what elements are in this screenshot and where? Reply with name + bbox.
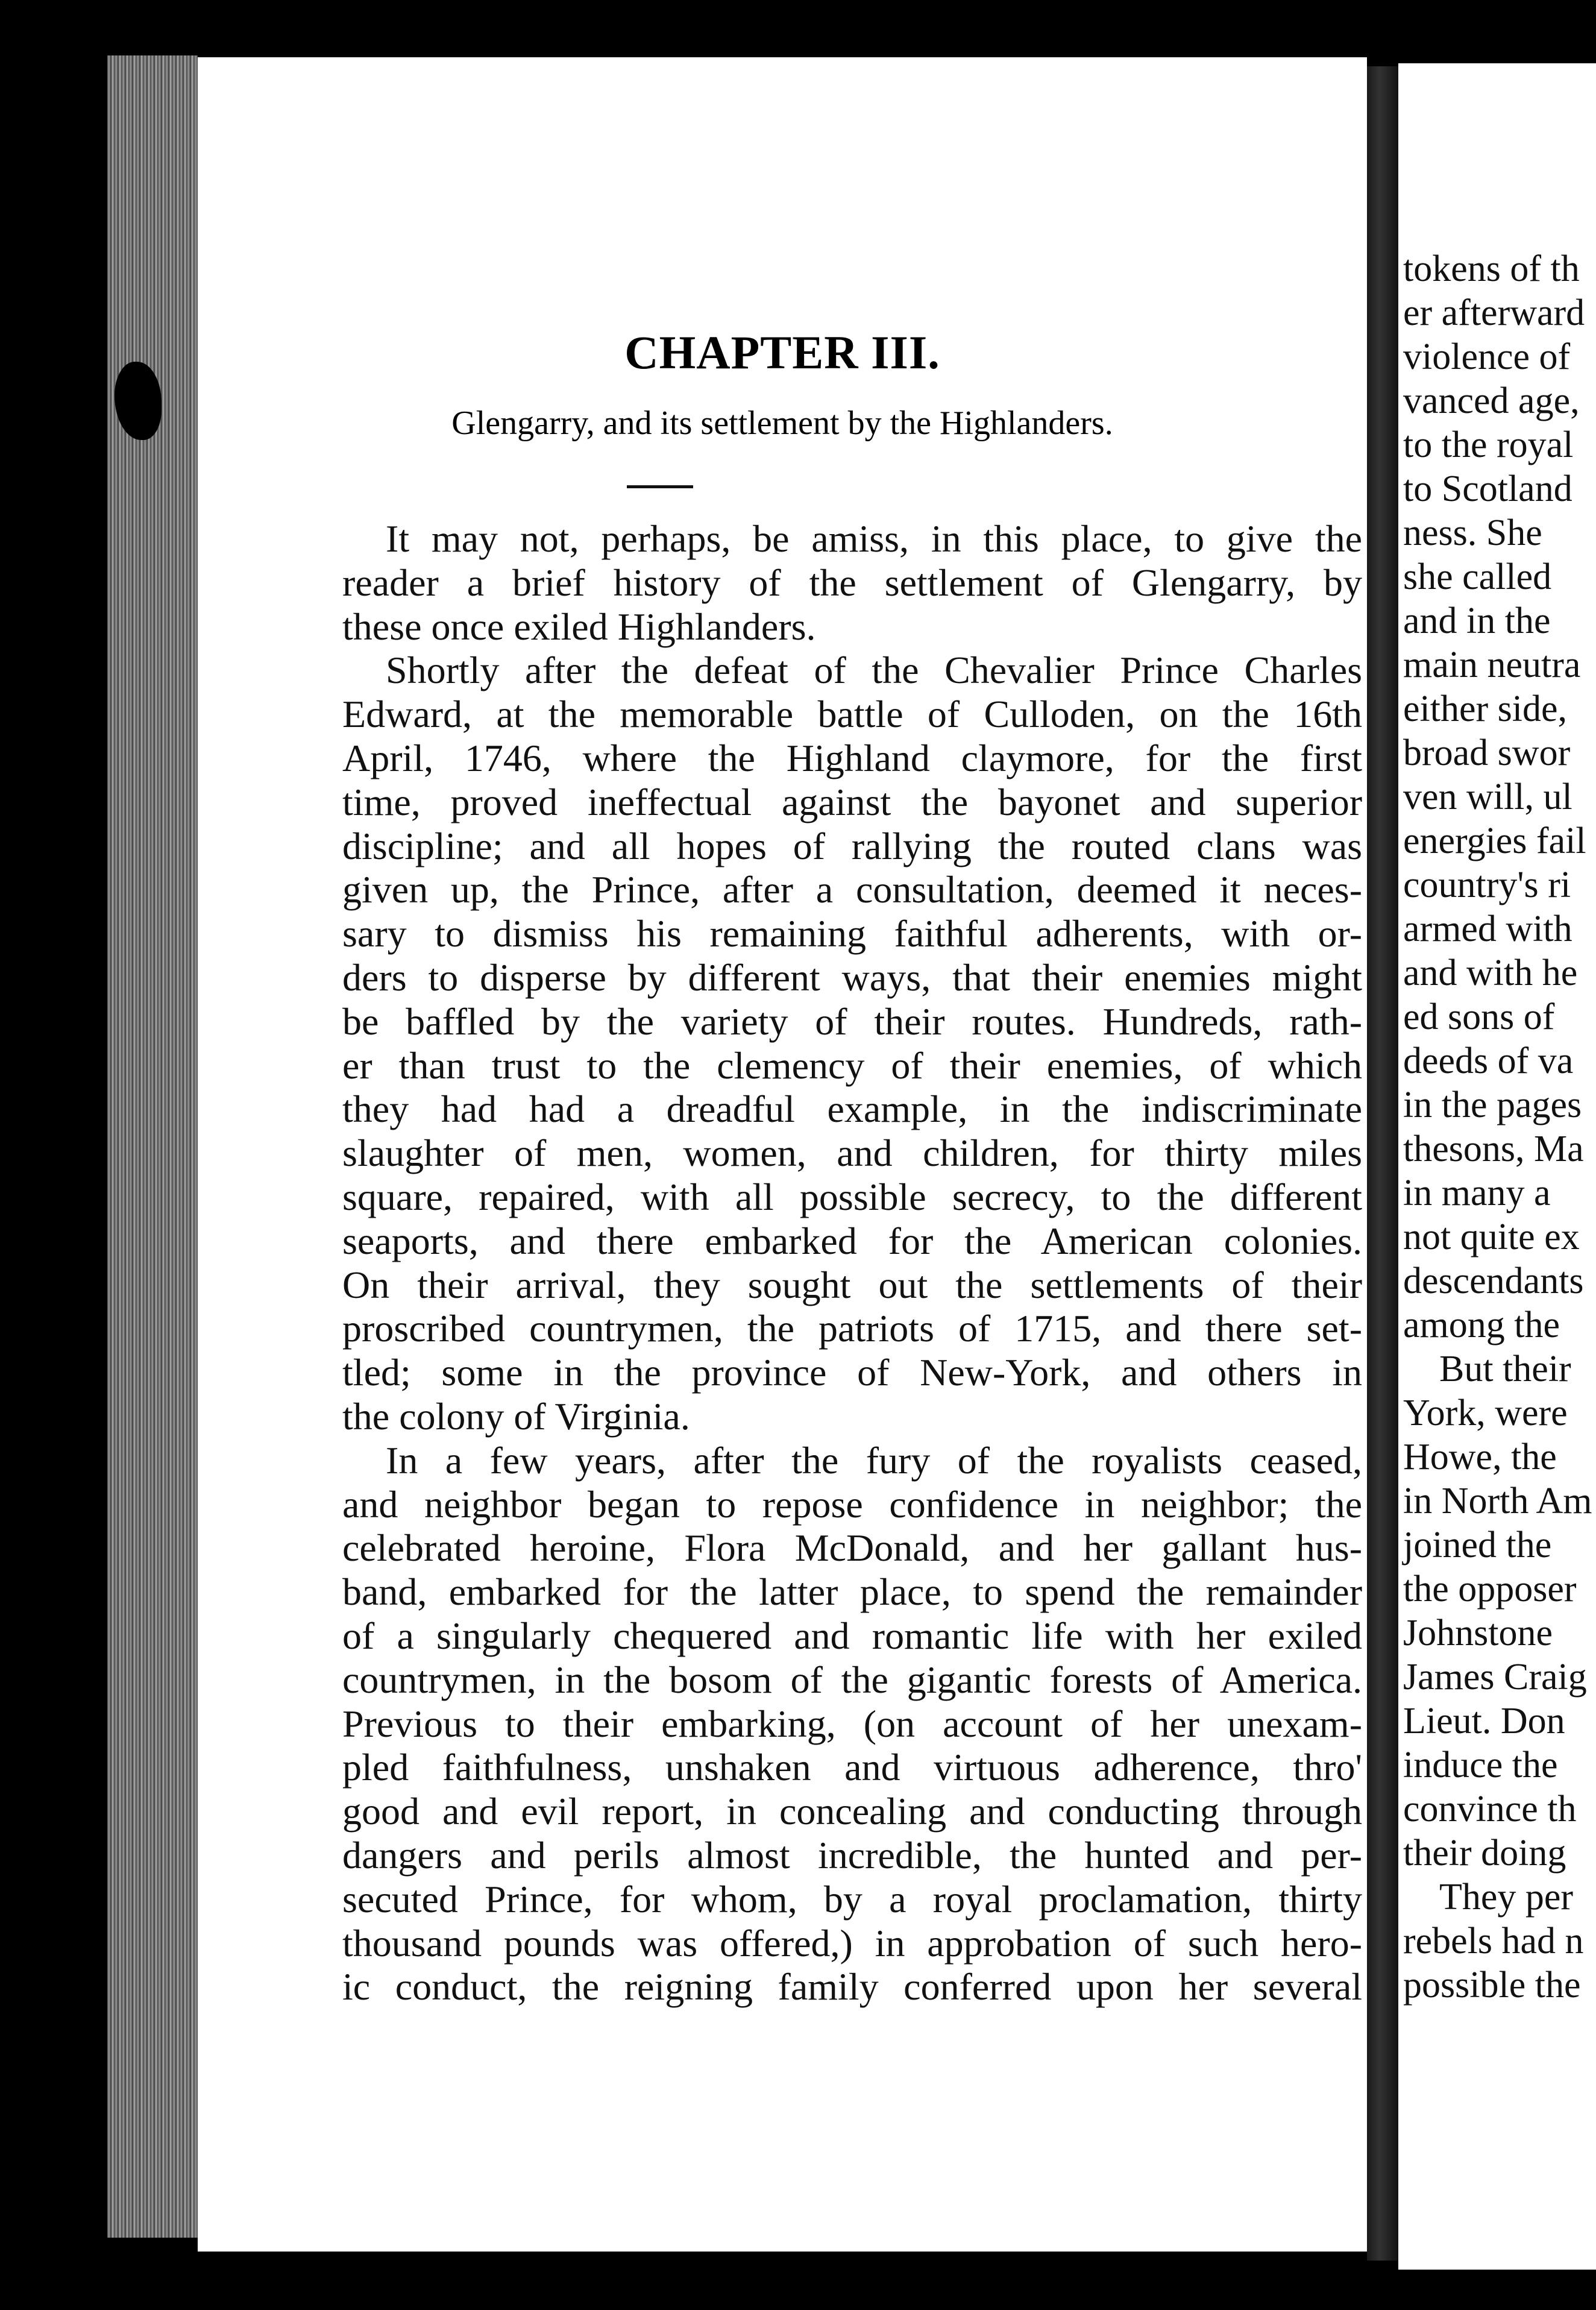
text-line: and neighbor began to repose confidence in neighbor; the <box>342 1482 1362 1526</box>
text-line: in the pages <box>1403 1084 1582 1125</box>
text-line: celebrated heroine, Flora McDonald, and her gallant hus- <box>342 1526 1362 1570</box>
text-line: April, 1746, where the Highland claymore, for the first <box>342 736 1362 779</box>
text-line: proscribed countrymen, the patriots of 1715, and there set- <box>342 1307 1362 1350</box>
text-line: Edward, at the memorable battle of Culloden, on the 16th <box>342 693 1362 736</box>
chapter-header <box>198 0 1367 543</box>
text-line: she called <box>1403 556 1552 597</box>
text-line: thousand pounds was offered,) in approbation of such hero- <box>342 1921 1362 1965</box>
text-line: violence of <box>1403 336 1571 377</box>
text-line: not quite ex <box>1403 1216 1580 1257</box>
text-line: They per <box>1439 1877 1574 1918</box>
text-line: in many a <box>1403 1172 1551 1213</box>
text-line: ders to disperse by different ways, that their enemies might <box>342 955 1362 999</box>
text-line: But their <box>1439 1349 1571 1389</box>
title-rule <box>627 485 693 488</box>
text-line: Howe, the <box>1403 1437 1557 1478</box>
text-line: country's ri <box>1403 864 1571 905</box>
text-line: James Craig <box>1403 1657 1587 1698</box>
text-line: Shortly after the defeat of the Chevalier Prince Charles <box>386 649 1362 692</box>
text-line: their doing <box>1403 1833 1566 1874</box>
text-line: the colony of Virginia. <box>342 1394 690 1438</box>
text-line: to Scotland <box>1403 468 1572 509</box>
text-line: time, proved ineffectual against the bayonet and superior <box>342 780 1362 823</box>
text-line: thesons, Ma <box>1403 1128 1584 1169</box>
text-line: Previous to their embarking, (on account of her unexam- <box>342 1702 1362 1745</box>
chapter-subtitle: Glengarry, and its settlement by the Highlanders. <box>451 404 1113 442</box>
text-line: induce the <box>1403 1745 1558 1786</box>
text-line: and with he <box>1403 952 1578 993</box>
text-line: among the <box>1403 1304 1560 1345</box>
text-line: energies fail <box>1403 820 1586 861</box>
text-line: York, were <box>1403 1393 1568 1434</box>
text-line: reader a brief history of the settlement of Glengarry, by <box>342 561 1362 604</box>
text-line: either side, <box>1403 688 1568 729</box>
text-line: band, embarked for the latter place, to spend the remainder <box>342 1570 1362 1614</box>
text-line: pled faithfulness, unshaken and virtuous adherence, thro' <box>342 1746 1362 1789</box>
text-line: ed sons of <box>1403 996 1555 1037</box>
text-line: sary to dismiss his remaining faithful adherents, with or- <box>342 912 1362 955</box>
text-line: of a singularly chequered and romantic life with her exiled <box>342 1614 1362 1657</box>
text-line: armed with <box>1403 908 1572 949</box>
text-line: vanced age, <box>1403 380 1580 421</box>
text-line: It may not, perhaps, be amiss, in this place, to give the <box>386 517 1362 560</box>
text-line: discipline; and all hopes of rallying the routed clans was <box>342 824 1362 867</box>
text-line: possible the <box>1403 1965 1581 2006</box>
text-line: slaughter of men, women, and children, for thirty miles <box>342 1131 1362 1175</box>
text-line: Lieut. Don <box>1403 1701 1565 1742</box>
text-line: and in the <box>1403 600 1551 641</box>
text-line: rebels had n <box>1403 1921 1584 1962</box>
text-line: the opposer <box>1403 1569 1577 1610</box>
text-line: main neutra <box>1403 644 1581 685</box>
text-line: convince th <box>1403 1789 1577 1830</box>
text-line: descendants <box>1403 1260 1584 1301</box>
text-line: er than trust to the clemency of their enemies, of which <box>342 1043 1362 1087</box>
text-line: these once exiled Highlanders. <box>342 605 816 648</box>
text-line: tokens of th <box>1403 248 1580 289</box>
text-line: On their arrival, they sought out the settlements of their <box>342 1263 1362 1306</box>
text-line: dangers and perils almost incredible, the hunted and per- <box>342 1833 1362 1877</box>
text-line: joined the <box>1403 1525 1552 1566</box>
chapter-title: CHAPTER III. <box>624 326 940 379</box>
text-line: broad swor <box>1403 732 1571 773</box>
text-line: be baffled by the variety of their routes. Hundreds, rath- <box>342 999 1362 1043</box>
text-line: in North Am <box>1403 1481 1592 1522</box>
text-line: given up, the Prince, after a consultation, deemed it neces- <box>342 868 1362 911</box>
left-page-text <box>342 517 1362 2009</box>
text-line: countrymen, in the bosom of the gigantic forests of America. <box>342 1658 1362 1701</box>
text-line: deeds of va <box>1403 1040 1574 1081</box>
text-line: they had had a dreadful example, in the indiscriminate <box>342 1087 1362 1131</box>
book-gutter <box>1367 66 1398 2261</box>
text-line: ic conduct, the reigning family conferred upon her several <box>342 1965 1362 2009</box>
text-line: good and evil report, in concealing and conducting through <box>342 1790 1362 1833</box>
text-line: tled; some in the province of New-York, and others in <box>342 1351 1362 1394</box>
text-line: Johnstone <box>1403 1613 1553 1654</box>
text-line: ven will, ul <box>1403 776 1572 817</box>
text-line: er afterward <box>1403 292 1585 333</box>
text-line: to the royal <box>1403 424 1574 465</box>
right-page-text <box>1403 247 1596 2007</box>
text-line: secuted Prince, for whom, by a royal proclamation, thirty <box>342 1877 1362 1921</box>
text-line: In a few years, after the fury of the royalists ceased, <box>386 1438 1362 1482</box>
text-line: square, repaired, with all possible secrecy, to the different <box>342 1175 1362 1218</box>
text-line: ness. She <box>1403 512 1542 553</box>
text-line: seaports, and there embarked for the American colonies. <box>342 1219 1362 1262</box>
